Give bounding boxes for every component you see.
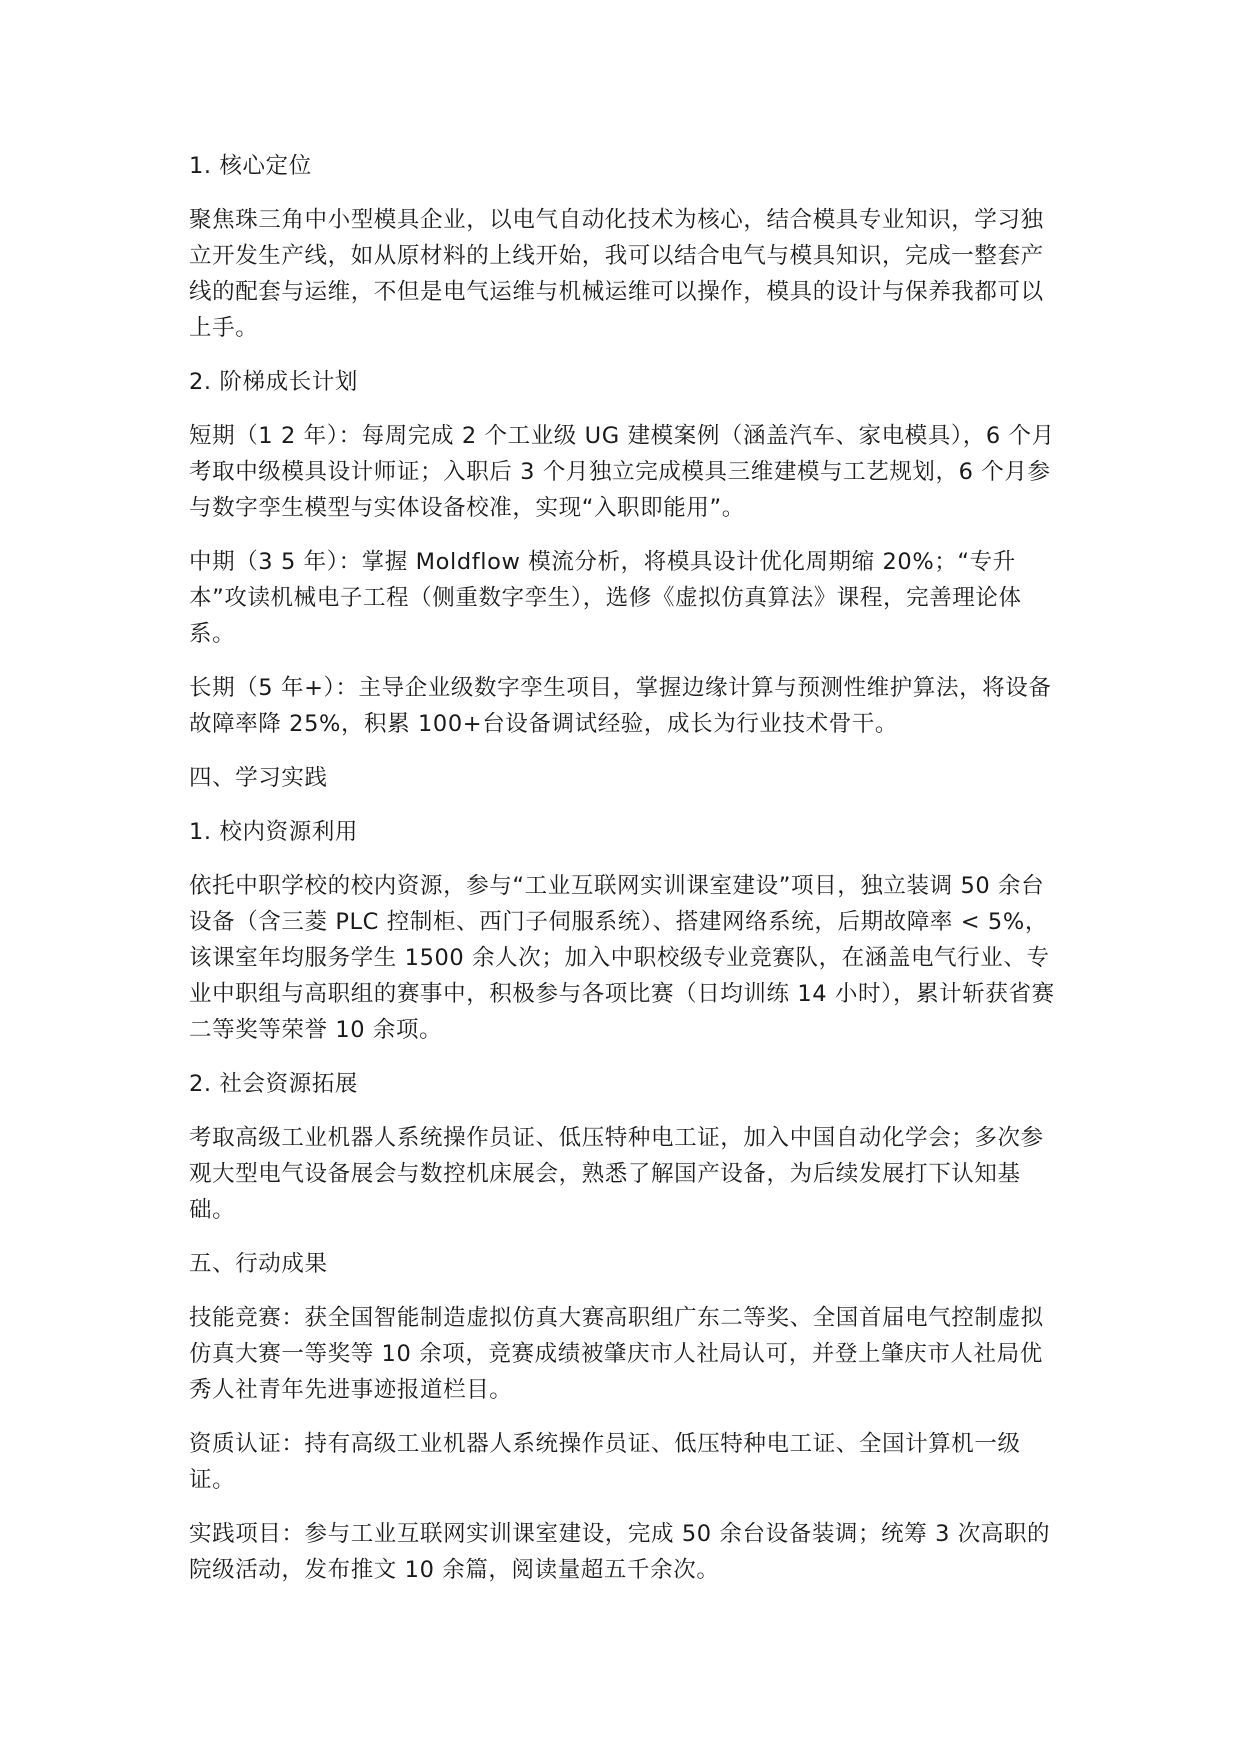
paragraph-social-resources: 考取高级工业机器人系统操作员证、低压特种电工证，加入中国自动化学会；多次参观大型电气设备展会与数控机床展会，熟悉了解国产设备，为后续发展打下认知基础。 <box>189 1125 1044 1223</box>
paragraph-skill-competitions: 技能竞赛：获全国智能制造虚拟仿真大赛高职组广东二等奖、全国首届电气控制虚拟仿真大赛一等奖等 10 余项，竞赛成绩被肇庆市人社局认可，并登上肇庆市人社局优秀人社青年先进事迹报道栏目。 <box>189 1305 1044 1403</box>
paragraph-mid-term: 中期（3 5 年）：掌握 Moldflow 模流分析，将模具设计优化周期缩 20%；“专升本”攻读机械电子工程（侧重数字孪生），选修《虚拟仿真算法》课程，完善理论体系。 <box>189 549 1022 647</box>
section-heading-social-resources: 2. 社会资源拓展 <box>189 1071 359 1097</box>
paragraph-certifications: 资质认证：持有高级工业机器人系统操作员证、低压特种电工证、全国计算机一级证。 <box>189 1431 1021 1493</box>
paragraph-campus-resources: 依托中职学校的校内资源，参与“工业互联网实训课室建设”项目，独立装调 50 余台设备（含三菱 PLC 控制柜、西门子伺服系统）、搭建网络系统，后期故障率 < 5%，该课室年均服务学生 1500 余人次；加入中职校级专业竞赛队，在涵盖电气行业、专业中职组与高职组的赛事中，积极参与各项比赛（日均训练 14 小时），累计斩获省赛二等奖等荣誉 10 余项。 <box>189 873 1055 1043</box>
section-heading-learning-practice: 四、学习实践 <box>189 765 328 791</box>
paragraph-core-positioning: 聚焦珠三角中小型模具企业，以电气自动化技术为核心，结合模具专业知识，学习独立开发生产线，如从原材料的上线开始，我可以结合电气与模具知识，完成一整套产线的配套与运维，不但是电气运维与机械运维可以操作，模具的设计与保养我都可以上手。 <box>189 207 1044 341</box>
paragraph-short-term: 短期（1 2 年）：每周完成 2 个工业级 UG 建模案例（涵盖汽车、家电模具），6 个月考取中级模具设计师证；入职后 3 个月独立完成模具三维建模与工艺规划，6 个月参与数字孪生模型与实体设备校准，实现“入职即能用”。 <box>189 423 1055 521</box>
section-heading-achievements: 五、行动成果 <box>189 1251 328 1277</box>
section-heading-campus-resources: 1. 校内资源利用 <box>189 819 359 845</box>
paragraph-practice-projects: 实践项目：参与工业互联网实训课室建设，完成 50 余台设备装调；统筹 3 次高职的院级活动，发布推文 10 余篇，阅读量超五千余次。 <box>189 1521 1051 1583</box>
section-heading-core-positioning: 1. 核心定位 <box>189 153 312 179</box>
paragraph-long-term: 长期（5 年+）：主导企业级数字孪生项目，掌握边缘计算与预测性维护算法，将设备故障率降 25%，积累 100+台设备调试经验，成长为行业技术骨干。 <box>189 675 1052 737</box>
section-heading-growth-plan: 2. 阶梯成长计划 <box>189 369 359 395</box>
document-body <box>189 148 1059 1606</box>
